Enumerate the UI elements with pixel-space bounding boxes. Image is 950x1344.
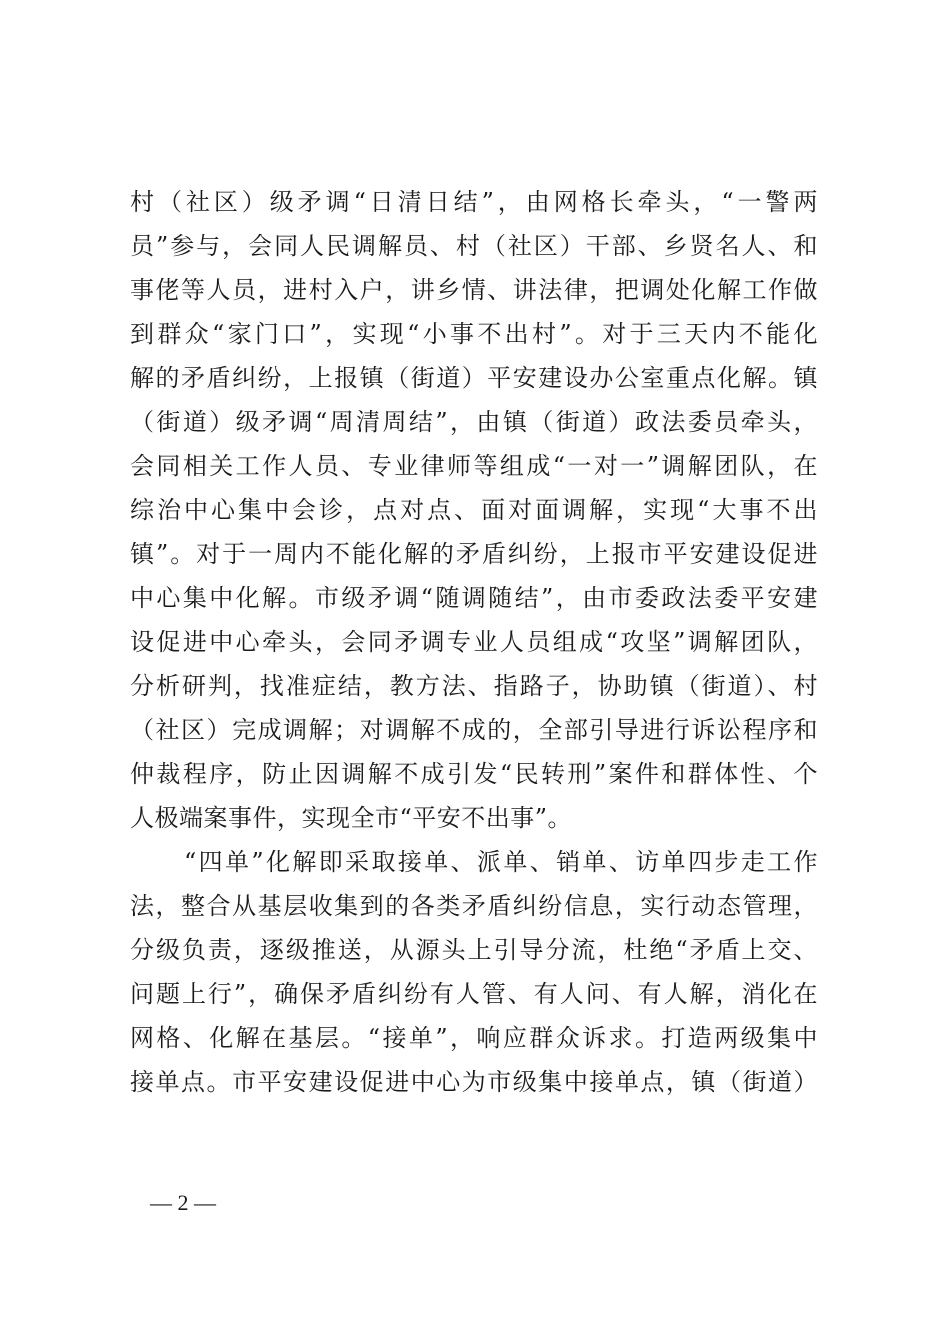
text-line: 接单点。市平安建设促进中心为市级集中接单点，镇（街道）: [130, 1068, 818, 1096]
text-line: 问题上行”，确保矛盾纠纷有人管、有人问、有人解，消化在: [130, 980, 818, 1008]
text-line: 人极端案事件，实现全市“平安不出事”。: [130, 804, 573, 832]
text-line: 员”参与，会同人民调解员、村（社区）干部、乡贤名人、和: [130, 232, 818, 260]
text-line: 村（社区）级矛调“日清日结”，由网格长牵头，“一警两: [130, 188, 818, 216]
text-line: 中心集中化解。市级矛调“随调随结”，由市委政法委平安建: [130, 584, 818, 612]
text-line: 网格、化解在基层。“接单”，响应群众诉求。打造两级集中: [130, 1024, 818, 1052]
text-line: 到群众“家门口”，实现“小事不出村”。对于三天内不能化: [130, 320, 818, 348]
text-line: （街道）级矛调“周清周结”，由镇（街道）政法委员牵头，: [130, 408, 818, 436]
body-text: [130, 182, 818, 1106]
text-line: 事佬等人员，进村入户，讲乡情、讲法律，把调处化解工作做: [130, 276, 818, 304]
text-line: “四单”化解即采取接单、派单、销单、访单四步走工作: [184, 848, 818, 876]
text-line: （社区）完成调解；对调解不成的，全部引导进行诉讼程序和: [130, 716, 818, 744]
text-line: 镇”。对于一周内不能化解的矛盾纠纷，上报市平安建设促进: [130, 540, 818, 568]
text-line: 设促进中心牵头，会同矛调专业人员组成“攻坚”调解团队，: [130, 628, 818, 656]
text-line: 法，整合从基层收集到的各类矛盾纠纷信息，实行动态管理，: [130, 892, 818, 920]
text-line: 综治中心集中会诊，点对点、面对面调解，实现“大事不出: [130, 496, 818, 524]
text-line: 分级负责，逐级推送，从源头上引导分流，杜绝“矛盾上交、: [130, 936, 818, 964]
text-line: 仲裁程序，防止因调解不成引发“民转刑”案件和群体性、个: [130, 760, 818, 788]
text-line: 会同相关工作人员、专业律师等组成“一对一”调解团队，在: [130, 452, 818, 480]
page-number: — 2 —: [150, 1190, 216, 1215]
text-line: 解的矛盾纠纷，上报镇（街道）平安建设办公室重点化解。镇: [130, 364, 818, 392]
text-line: 分析研判，找准症结，教方法、指路子，协助镇（街道）、村: [130, 672, 818, 700]
